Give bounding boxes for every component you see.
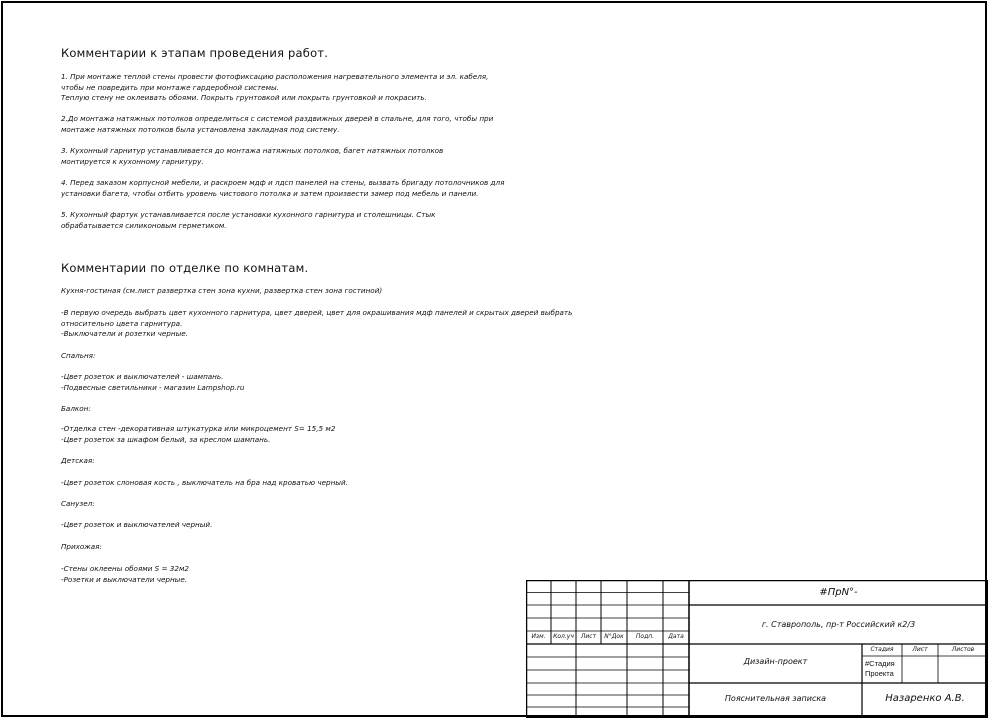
stage-item-2: 2.До монтажа натяжных потолков определиться с системой раздвижных дверей в спальне, для того, чтобы при монтаже натяжных потолков была установлена закладная под систему. bbox=[61, 114, 494, 134]
doc-type: Дизайн-проект bbox=[743, 657, 808, 666]
sheet-title: Пояснительная записка bbox=[724, 694, 827, 703]
kids-text: -Цвет розеток слоновая кость , выключатель на бра над кроватью черный. bbox=[61, 478, 348, 487]
author-name: Назаренко А.В. bbox=[885, 693, 965, 704]
stage-item-3: 3. Кухонный гарнитур устанавливается до монтажа натяжных потолков, багет натяжных потолков монтируется к кухонному гарнитуру. bbox=[61, 146, 444, 166]
col-header-list: Лист bbox=[580, 633, 597, 640]
stage-item-4: 4. Перед заказом корпусной мебели, и раскроем мдф и лдсп панелей на стены, вызвать бригаду потолочников для установки багета, чтобы отбить уровень чистового потолка и затем произвести замер под мебель и панели. bbox=[61, 178, 505, 198]
balcony-heading: Балкон: bbox=[61, 404, 91, 413]
project-code: #ПрN°- bbox=[819, 587, 858, 598]
stage-value: #Стадия Проекта bbox=[865, 659, 895, 678]
kids-heading: Детская: bbox=[61, 456, 95, 465]
col-header-koluch: Кол.уч bbox=[553, 633, 574, 640]
stage-item-1: 1. При монтаже теплой стены провести фотофиксацию расположения нагревательного элемента и эл. кабеля, чтобы не повредить при монтаже гардеробной системы. Теплую стену не оклеивать обоями. Покрыть грунтовкой или покрыть грунтовкой и покрасить. bbox=[61, 72, 489, 102]
sheets-label: Листов bbox=[951, 646, 975, 653]
col-header-ndoc: N°Док bbox=[604, 633, 624, 640]
col-header-podp: Подп. bbox=[635, 633, 655, 640]
col-header-izm: Изм. bbox=[531, 633, 546, 640]
bedroom-heading: Спальня: bbox=[61, 351, 96, 360]
project-address: г. Ставрополь, пр-т Российский к2/3 bbox=[761, 620, 916, 629]
rooms-title: Комментарии по отделке по комнатам. bbox=[61, 261, 309, 275]
bedroom-text: -Цвет розеток и выключателей - шампань. -Подвесные светильники - магазин Lampshop.ru bbox=[61, 372, 245, 392]
col-header-data: Дата bbox=[668, 633, 684, 640]
hall-heading: Прихожая: bbox=[61, 542, 102, 551]
bath-text: -Цвет розеток и выключателей черный. bbox=[61, 520, 213, 529]
kitchen-heading: Кухня-гостиная (см.лист развертка стен зона кухни, развертка стен зона гостиной) bbox=[61, 286, 383, 295]
kitchen-text: -В первую очередь выбрать цвет кухонного гарнитура, цвет дверей, цвет для окрашивания мдф панелей и скрытых дверей выбрать относительно цвета гарнитура. -Выключатели и розетки черные. bbox=[61, 308, 573, 338]
stages-title: Комментарии к этапам проведения работ. bbox=[61, 46, 329, 60]
hall-text: -Стены оклеены обоями S = 32м2 -Розетки и выключатели черные. bbox=[61, 564, 189, 584]
stage-item-5: 5. Кухонный фартук устанавливается после установки кухонного гарнитура и столешницы. Стык обрабатывается силиконовым герметиком. bbox=[61, 210, 436, 230]
bath-heading: Санузел: bbox=[61, 499, 95, 508]
balcony-text: -Отделка стен -декоративная штукатурка или микроцемент S= 15,5 м2 -Цвет розеток за шкафом белый, за креслом шампань. bbox=[61, 424, 336, 444]
title-block bbox=[526, 580, 988, 718]
stage-label: Стадия bbox=[870, 646, 894, 653]
sheet-label: Лист bbox=[912, 646, 928, 653]
